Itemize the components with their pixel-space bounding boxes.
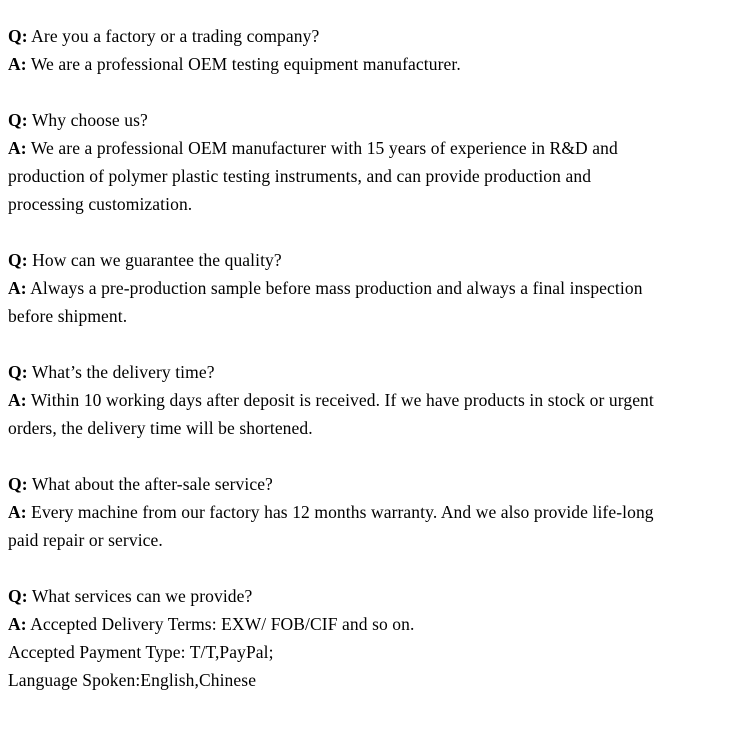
faq-item <box>8 22 744 78</box>
answer-text: We are a professional OEM testing equipment manufacturer. <box>30 54 461 74</box>
answer-text: Language Spoken:English,Chinese <box>8 670 257 690</box>
question-prefix: Q: <box>8 250 28 270</box>
faq-answer-line <box>8 386 744 414</box>
faq-answer-line <box>8 162 744 190</box>
faq-answer-line <box>8 414 744 442</box>
faq-answer-line <box>8 274 744 302</box>
answer-text: paid repair or service. <box>8 530 163 550</box>
question-text: What about the after-sale service? <box>31 474 273 494</box>
faq-answer-line <box>8 134 744 162</box>
answer-text: Accepted Delivery Terms: EXW/ FOB/CIF and so on. <box>30 614 415 634</box>
question-text: What’s the delivery time? <box>31 362 215 382</box>
faq-item <box>8 246 744 330</box>
faq-answer-line <box>8 666 744 694</box>
answer-text: We are a professional OEM manufacturer with 15 years of experience in R&D and <box>30 138 618 158</box>
question-text: Are you a factory or a trading company? <box>31 26 320 46</box>
faq-item <box>8 358 744 442</box>
faq-answer-line <box>8 526 744 554</box>
question-prefix: Q: <box>8 586 28 606</box>
answer-prefix: A: <box>8 54 27 74</box>
answer-text: Every machine from our factory has 12 months warranty. And we also provide life-long <box>31 502 654 522</box>
question-prefix: Q: <box>8 474 28 494</box>
faq-question-line <box>8 106 744 134</box>
answer-prefix: A: <box>8 502 27 522</box>
faq-item <box>8 106 744 218</box>
faq-item <box>8 470 744 554</box>
answer-text: production of polymer plastic testing instruments, and can provide production and <box>8 166 592 186</box>
answer-prefix: A: <box>8 390 27 410</box>
question-prefix: Q: <box>8 362 28 382</box>
question-prefix: Q: <box>8 110 28 130</box>
answer-text: Always a pre-production sample before mass production and always a final inspection <box>30 278 643 298</box>
faq-answer-line <box>8 190 744 218</box>
faq-answer-line <box>8 50 744 78</box>
faq-question-line <box>8 358 744 386</box>
question-text: How can we guarantee the quality? <box>32 250 282 270</box>
answer-text: Accepted Payment Type: T/T,PayPal; <box>8 642 274 662</box>
answer-text: before shipment. <box>8 306 128 326</box>
faq-question-line <box>8 582 744 610</box>
answer-text: Within 10 working days after deposit is received. If we have products in stock or urgent <box>30 390 654 410</box>
faq-question-line <box>8 22 744 50</box>
faq-item <box>8 582 744 694</box>
question-prefix: Q: <box>8 26 28 46</box>
faq-question-line <box>8 470 744 498</box>
faq-answer-line <box>8 610 744 638</box>
answer-text: orders, the delivery time will be shortened. <box>8 418 313 438</box>
question-text: What services can we provide? <box>31 586 253 606</box>
answer-prefix: A: <box>8 138 27 158</box>
faq-question-line <box>8 246 744 274</box>
faq-answer-line <box>8 498 744 526</box>
answer-prefix: A: <box>8 614 27 634</box>
faq-answer-line <box>8 638 744 666</box>
answer-prefix: A: <box>8 278 27 298</box>
faq-answer-line <box>8 302 744 330</box>
answer-text: processing customization. <box>8 194 193 214</box>
question-text: Why choose us? <box>31 110 148 130</box>
